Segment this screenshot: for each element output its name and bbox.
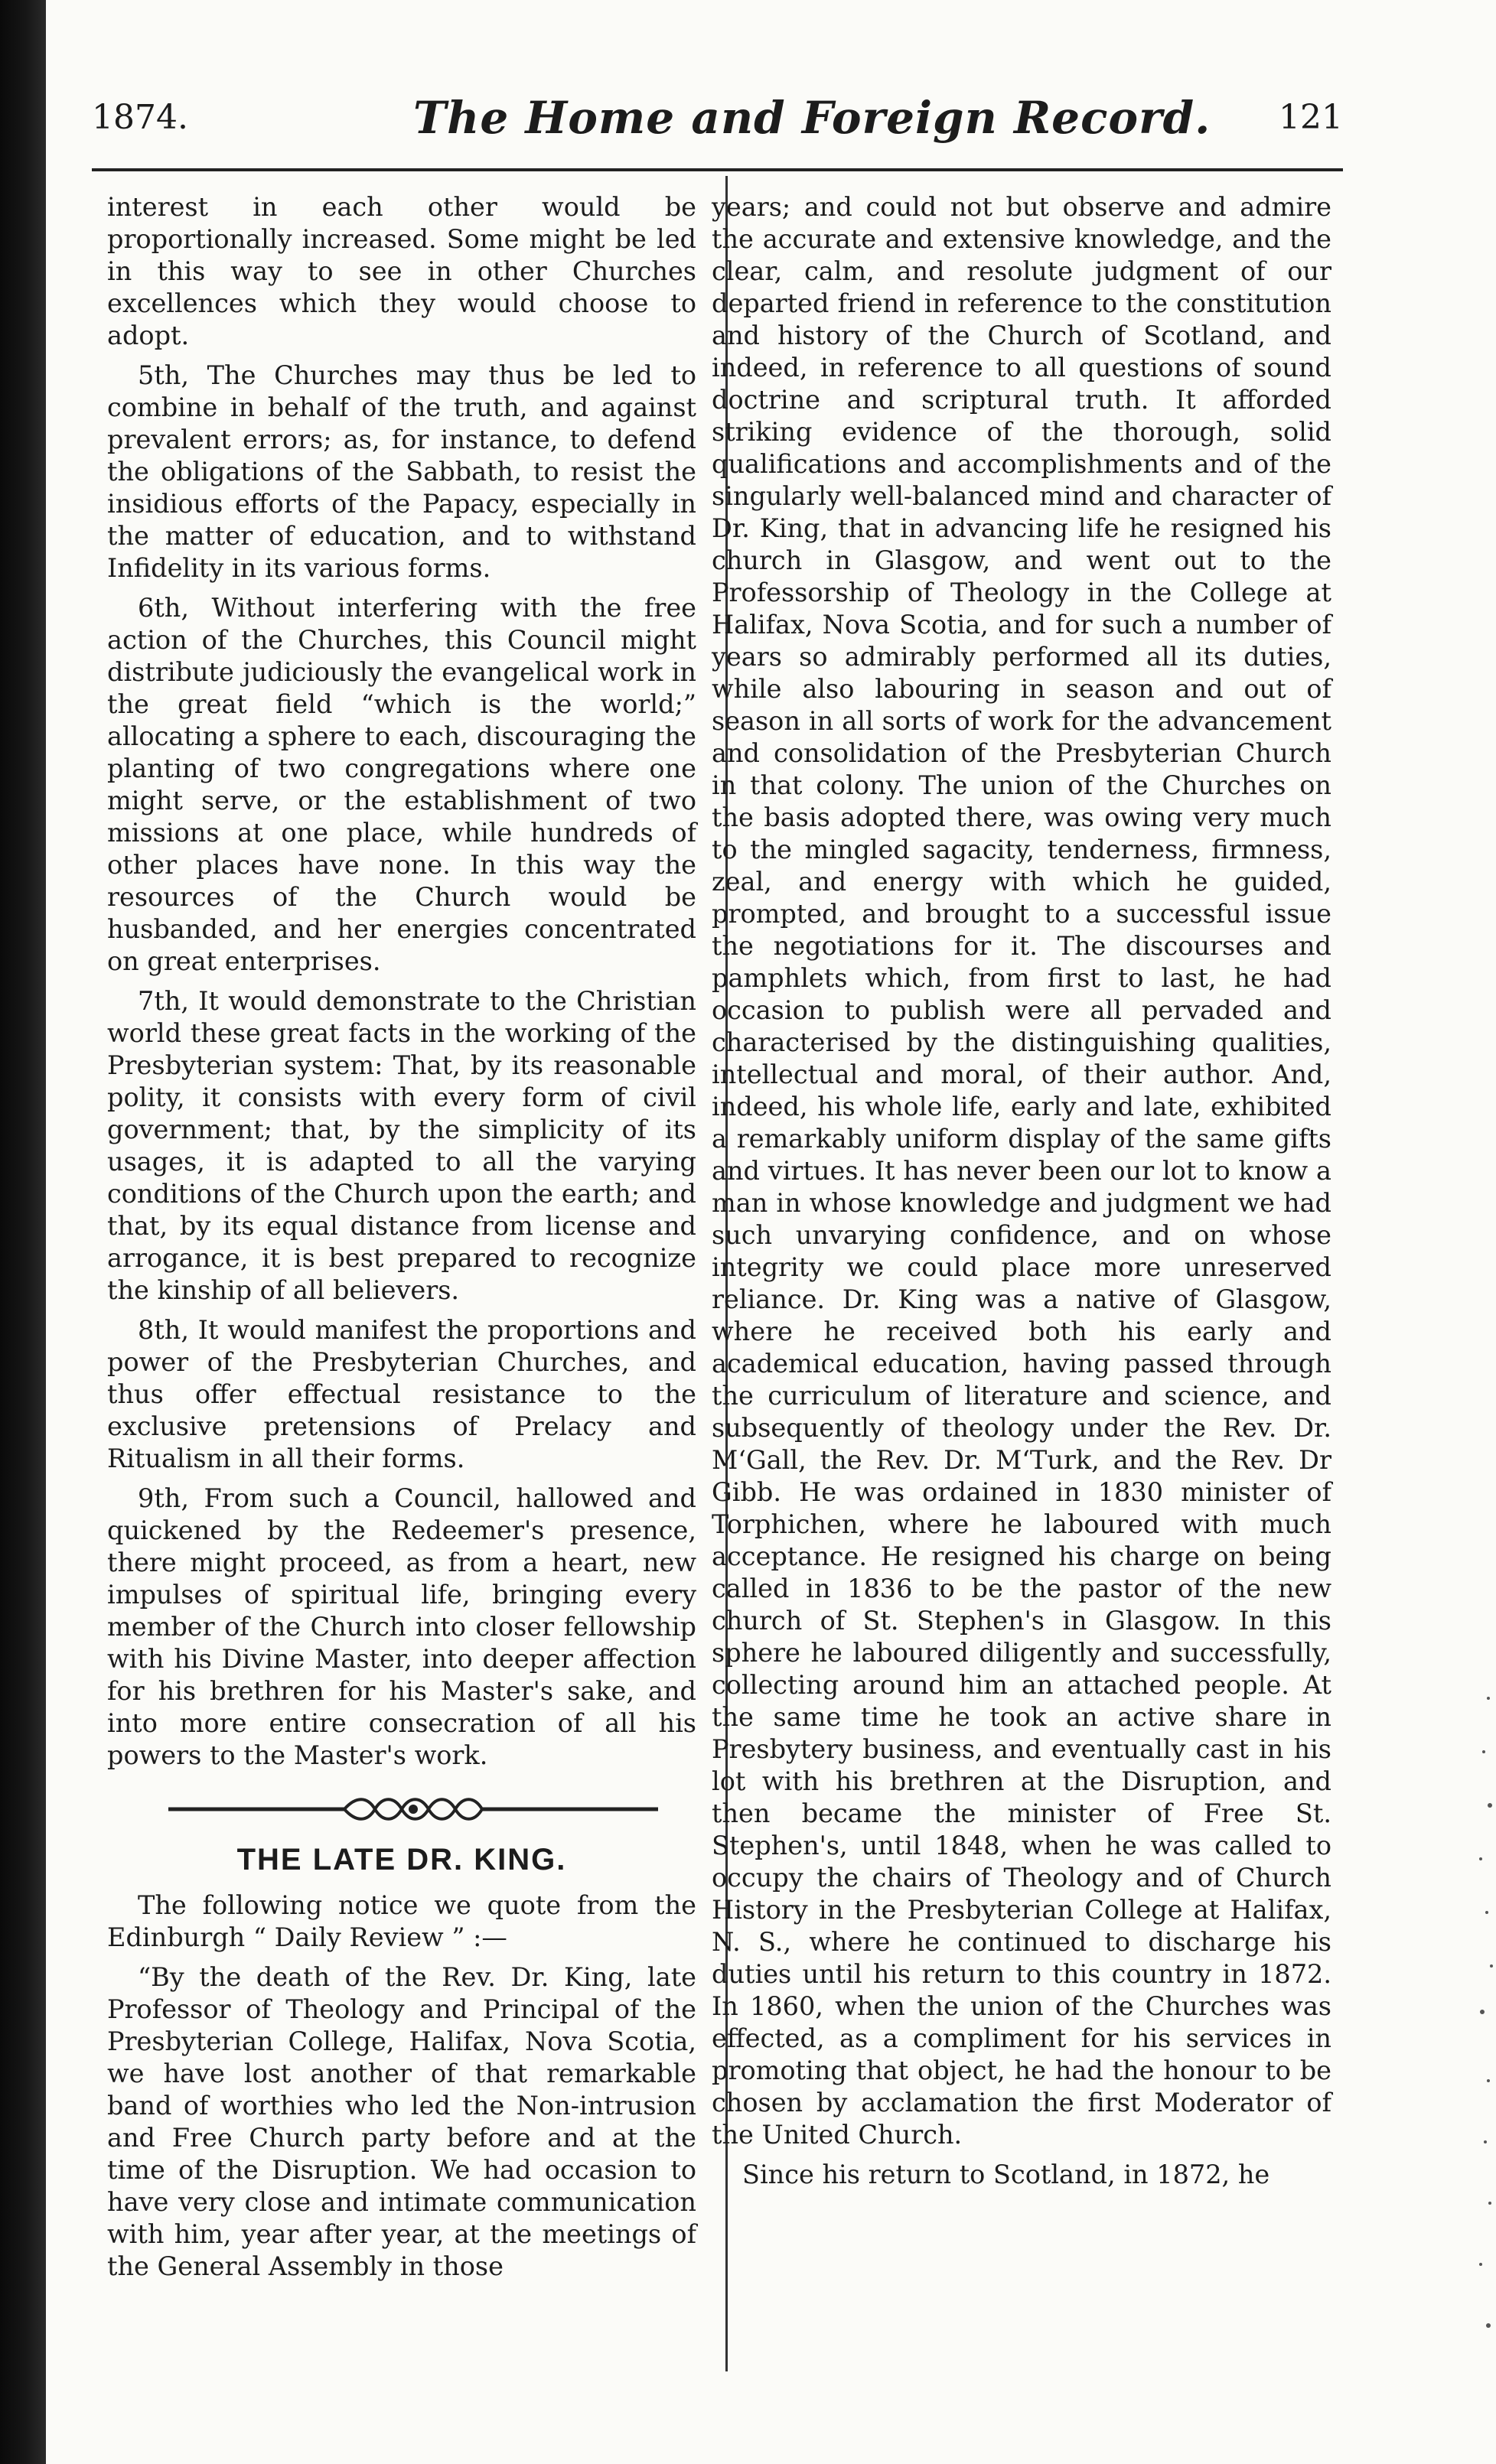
page-number: 121 [1279, 98, 1343, 137]
paragraph: “By the death of the Rev. Dr. King, late Professor of Theology and Principal of the Presbyterian College, Halifax, Nova Scotia, we have lost another of that remarkable band of worthies who led the Non-intrusion and Free Church party before and at the time of the Disruption. We had occasion to have very close and intimate communication with him, year after year, at the meetings of the General Assembly in those [107, 1962, 696, 2281]
right-column [712, 191, 1331, 2199]
left-column [107, 191, 696, 2290]
paragraph: Since his return to Scotland, in 1872, he [742, 2160, 1270, 2189]
journal-title: The Home and Foreign Record. [413, 92, 1211, 144]
paragraph: 6th, Without interfering with the free action of the Churches, this Council might distribute judiciously the evangelical work in the great field “which is the world;” allocating a sphere to each, discouraging the planting of two congregations where one might serve, or the establishment of two missions at one place, while hundreds of other places have none. In this way the resources of the Church would be husbanded, and her energies concentrated on great enterprises. [107, 593, 696, 976]
paragraph: 8th, It would manifest the proportions and power of the Presbyterian Churches, and thus offer effectual resistance to the exclusive pretensions of Prelacy and Ritualism in all their forms. [107, 1315, 696, 1473]
paragraph: 7th, It would demonstrate to the Christian world these great facts in the working of the Presbyterian system: That, by its reasonable polity, it consists with every form of civil government; that, by the simplicity of its usages, it is adapted to all the varying conditions of the Church upon the earth; and that, by its equal distance from license and arrogance, it is best prepared to recognize the kinship of all believers. [107, 986, 696, 1305]
page-header [92, 92, 1343, 153]
book-binding-edge [0, 0, 46, 2464]
ornamental-divider [168, 1790, 658, 1828]
section-title: THE LATE DR. KING. [236, 1843, 567, 1876]
scan-noise [1435, 1683, 1496, 2448]
paragraph: 9th, From such a Council, hallowed and quickened by the Redeemer's presence, there might proceed, as from a heart, new impulses of spiritual life, bringing every member of the Church into closer fellowship with his Divine Master, into deeper affection for his brethren for his Master's sake, and into more entire consecration of all his powers to the Master's work. [107, 1483, 696, 1770]
paragraph: years; and could not but observe and admire the accurate and extensive knowledge, and the clear, calm, and resolute judgment of our departed friend in reference to the constitution and history of the Church of Scotland, and indeed, in reference to all questions of sound doctrine and scriptural truth. It afforded striking evidence of the thorough, solid qualifications and accomplishments and of the singularly well-balanced mind and character of Dr. King, that in advancing life he resigned his church in Glasgow, and went out to the Professorship of Theology in the College at Halifax, Nova Scotia, and for such a number of years so admirably performed all its duties, while also labouring in season and out of season in all sorts of work for the advancement and consolidation of the Presbyterian Church in that colony. The union of the Churches on the basis adopted there, was owing very much to the mingled sagacity, tenderness, firmness, zeal, and energy with which he guided, prompted, and brought to a successful issue the negotiations for it. The discourses and pamphlets which, from first to last, he had occasion to publish were all pervaded and characterised by the distinguishing qualities, intellectual and moral, of their author. And, indeed, his whole life, early and late, exhibited a remarkably uniform display of the same gifts and virtues. It has never been our lot to know a man in whose knowledge and judgment we had such unvarying confidence, and on whose integrity we could place more unreserved reliance. Dr. King was a native of Glasgow, where he received both his early and academical education, having passed through the curriculum of literature and science, and subsequently of theology under the Rev. Dr. M‘Gall, the Rev. Dr. M‘Turk, and the Rev. Dr Gibb. He was ordained in 1830 minister of Torphichen, where he laboured with much acceptance. He resigned his charge on being called in 1836 to be the pastor of the new church of St. Stephen's in Glasgow. In this sphere he laboured diligently and successfully, collecting around him an attached people. At the same time he took an active share in Presbytery business, and eventually cast in his lot with his brethren at the Disruption, and then became the minister of Free St. Stephen's, until 1848, when he was called to occupy the chairs of Theology and of Church History in the Presbyterian College at Halifax, N. S., where he continued to discharge his duties until his return to this country in 1872. In 1860, when the union of the Churches was effected, as a compliment for his services in promoting that object, he had the honour to be chosen by acclamation the first Moderator of the United Church. [712, 192, 1331, 2150]
header-year: 1874. [92, 98, 188, 137]
paragraph: The following notice we quote from the Edinburgh “ Daily Review ” :— [107, 1890, 696, 1952]
paragraph: 5th, The Churches may thus be led to combine in behalf of the truth, and against prevalent errors; as, for instance, to defend the obligations of the Sabbath, to resist the insidious efforts of the Papacy, especially in the matter of education, and to withstand Infidelity in its various forms. [107, 360, 696, 583]
header-rule [92, 168, 1343, 171]
paragraph: interest in each other would be proportionally increased. Some might be led in this way to see in other Churches excellences which they would choose to adopt. [107, 192, 696, 350]
